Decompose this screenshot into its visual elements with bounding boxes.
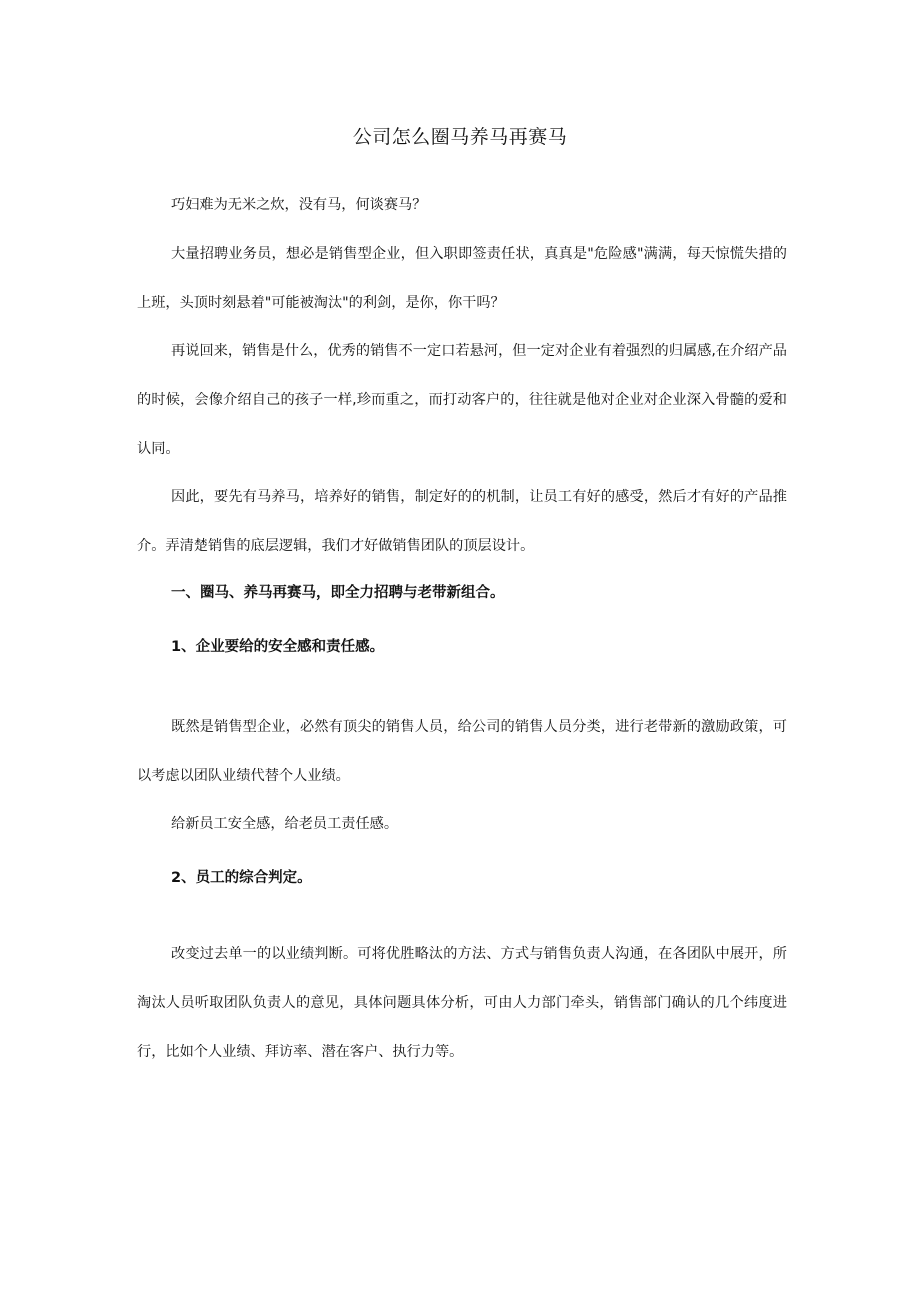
paragraph-recruitment: 大量招聘业务员，想必是销售型企业，但入职即签责任状，真真是"危险感"满满，每天惊慌失措的上班，头顶时刻悬着"可能被淘汰"的利剑，是你，你干吗？ — [137, 246, 787, 311]
subsection-heading-2: 2、员工的综合判定。 — [171, 870, 312, 886]
section-heading-1: 一、圈马、养马再赛马，即全力招聘与老带新组合。 — [171, 585, 505, 601]
subsection-heading-1: 1、企业要给的安全感和责任感。 — [171, 639, 385, 655]
document-title: 公司怎么圈马养马再赛马 — [352, 126, 568, 148]
paragraph-security-responsibility: 给新员工安全感，给老员工责任感。 — [171, 816, 399, 832]
paragraph-sales-definition: 再说回来，销售是什么，优秀的销售不一定口若悬河，但一定对企业有着强烈的归属感,在介绍产品的时候，会像介绍自己的孩子一样,珍而重之，而打动客户的，往往就是他对企业对企业深入骨髓的爱和认同。 — [137, 343, 787, 457]
paragraph-intro: 巧妇难为无米之炊，没有马，何谈赛马？ — [171, 197, 427, 213]
paragraph-team-incentive: 既然是销售型企业，必然有顶尖的销售人员，给公司的销售人员分类，进行老带新的激励政策，可以考虑以团队业绩代替个人业绩。 — [137, 719, 787, 784]
paragraph-evaluation: 改变过去单一的以业绩判断。可将优胜略汰的方法、方式与销售负责人沟通，在各团队中展开，所淘汰人员听取团队负责人的意见，具体问题具体分析，可由人力部门牵头，销售部门确认的几个纬度进行，比如个人业绩、拜访率、潜在客户、执行力等。 — [137, 946, 787, 1060]
paragraph-training: 因此，要先有马养马，培养好的销售，制定好的的机制，让员工有好的感受，然后才有好的产品推介。弄清楚销售的底层逻辑，我们才好做销售团队的顶层设计。 — [137, 489, 787, 554]
